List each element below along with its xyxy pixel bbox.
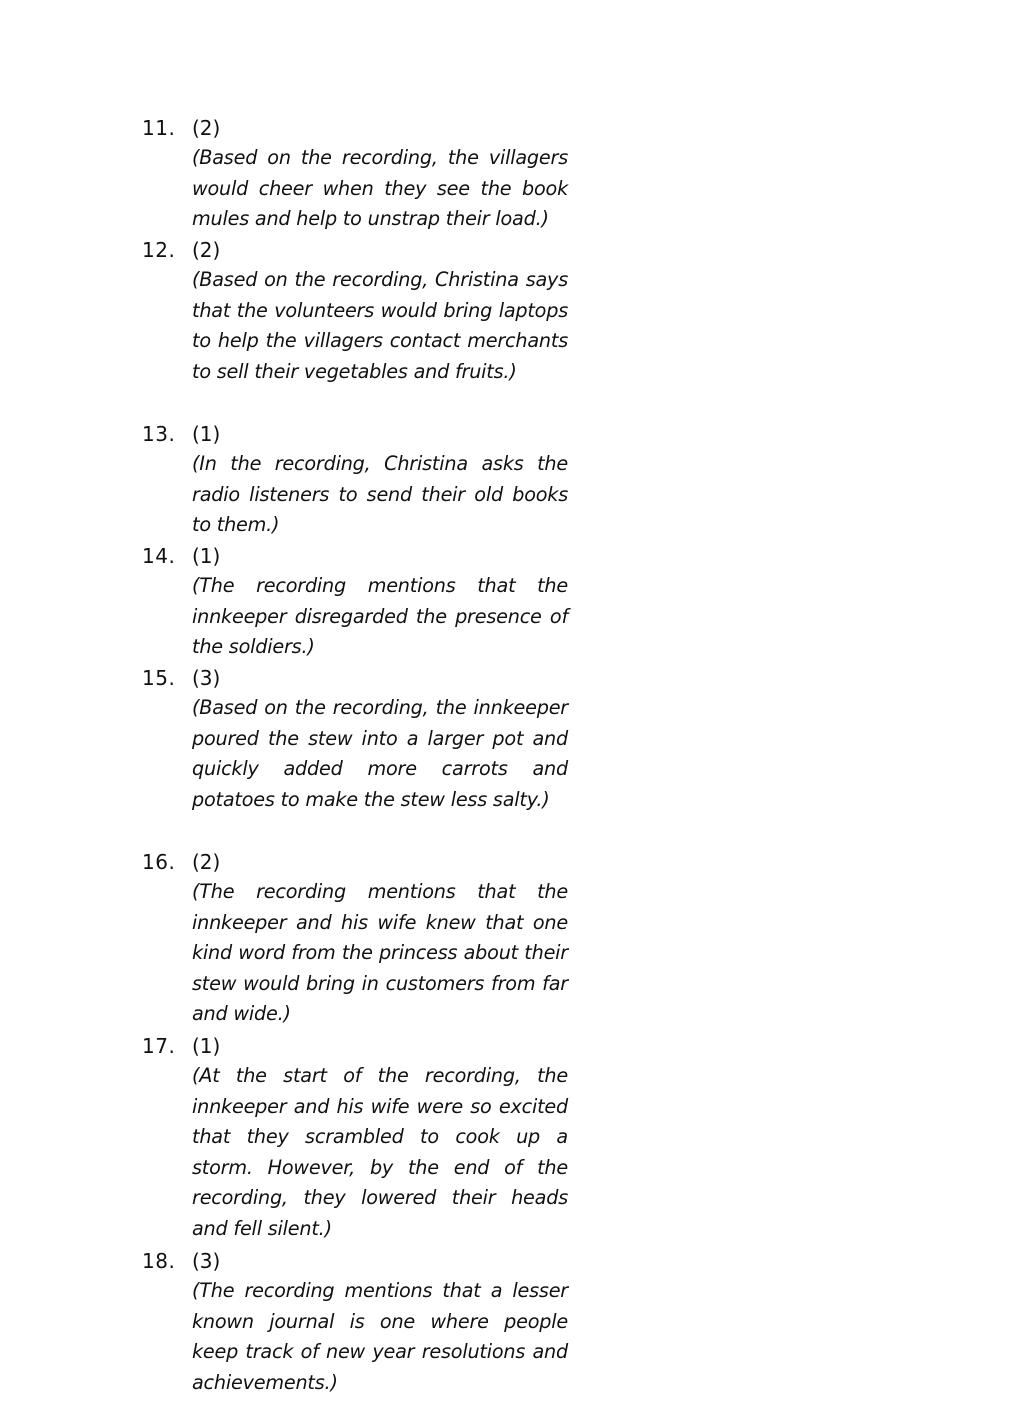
question-number: 18.: [142, 1249, 176, 1273]
question-number: 11.: [142, 116, 176, 140]
answer-choice: (2): [192, 238, 221, 262]
answer-explanation: (Based on the recording, the villagers would cheer when they see the book mules and help to unstrap their load.): [192, 146, 568, 231]
answer-choice: (1): [192, 422, 221, 446]
answer-explanation: (The recording mentions that the innkeeper disregarded the presence of the soldiers.): [192, 574, 568, 659]
answer-choice: (2): [192, 116, 221, 140]
answer-choice: (1): [192, 1034, 221, 1058]
answer-choice: (2): [192, 850, 221, 874]
answer-explanation: (In the recording, Christina asks the radio listeners to send their old books to them.): [192, 452, 568, 537]
answer-explanation: (Based on the recording, Christina says that the volunteers would bring laptops to help the villagers contact merchants to sell their vegetables and fruits.): [192, 268, 568, 383]
answer-choice: (3): [192, 666, 221, 690]
question-number: 12.: [142, 238, 176, 262]
answer-choice: (1): [192, 544, 221, 568]
question-number: 14.: [142, 544, 176, 568]
question-number: 16.: [142, 850, 176, 874]
answer-explanation: (The recording mentions that a lesser known journal is one where people keep track of new year resolutions and achievements.): [192, 1279, 568, 1394]
answer-explanation: (At the start of the recording, the innkeeper and his wife were so excited that they scrambled to cook up a storm. However, by the end of the recording, they lowered their heads and fell silent.): [192, 1064, 568, 1240]
question-number: 15.: [142, 666, 176, 690]
answer-explanation: (The recording mentions that the innkeeper and his wife knew that one kind word from the princess about their stew would bring in customers from far and wide.): [192, 880, 568, 1026]
answer-choice: (3): [192, 1249, 221, 1273]
question-number: 13.: [142, 422, 176, 446]
question-number: 17.: [142, 1034, 176, 1058]
answer-explanation: (Based on the recording, the innkeeper poured the stew into a larger pot and quickly added more carrots and potatoes to make the stew less salty.): [192, 696, 568, 811]
